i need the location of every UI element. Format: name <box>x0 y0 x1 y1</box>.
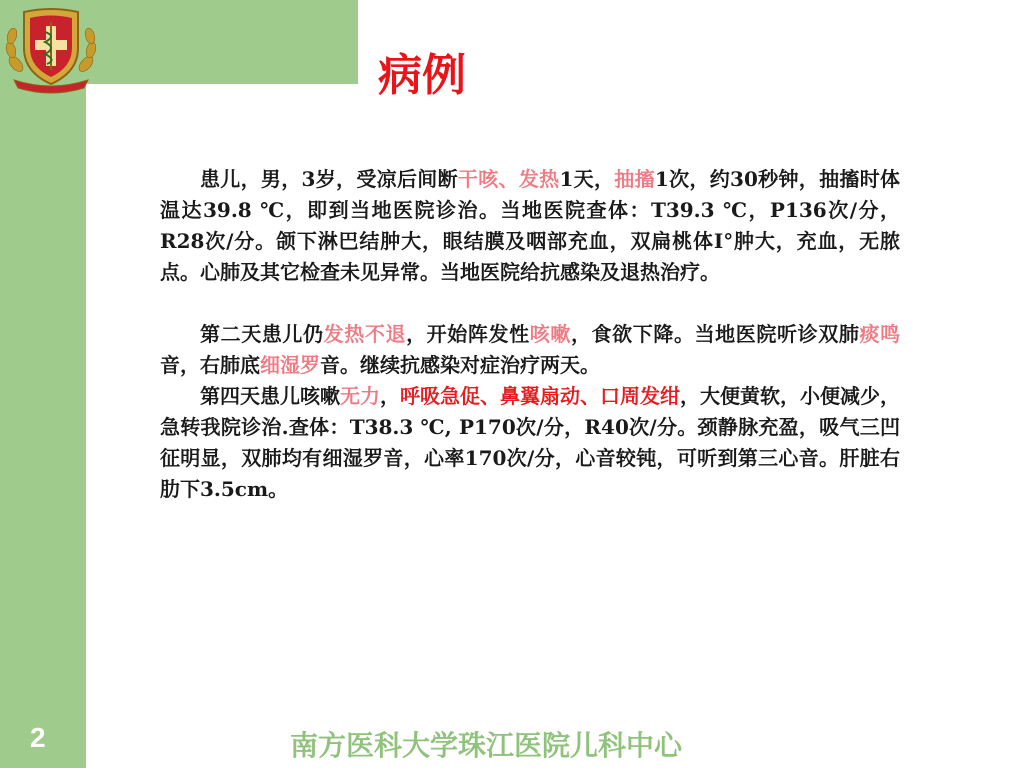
hospital-emblem-icon <box>2 2 100 94</box>
paragraph-spacer <box>160 288 900 319</box>
text-run: 第四天患儿咳嗽 <box>200 384 340 408</box>
text-run: 音，右肺底 <box>160 353 260 377</box>
highlight-fine-moist-rale: 细湿罗 <box>260 353 320 377</box>
text-run: 1天， <box>559 167 615 191</box>
text-run: ， <box>380 384 400 408</box>
case-paragraph-1 <box>160 164 900 288</box>
case-text <box>160 164 900 505</box>
text-run: ，大便黄软，小便减少，急转我院诊治.查体：T38.3 ℃, P170次/分，R40次/分。颈静脉充盈，吸气三凹征明显，双肺均有细湿罗音，心率170次/分，心音较钝，可听到第三心音。肝脏右肋下3.5cm。 <box>160 384 900 501</box>
left-green-bar <box>0 0 86 768</box>
text-run: 音。继续抗感染对症治疗两天。 <box>320 353 600 377</box>
highlight-persistent-fever: 发热不退 <box>323 322 407 346</box>
case-paragraph-3 <box>160 381 900 505</box>
highlight-weak: 无力 <box>340 384 380 408</box>
highlight-sputum-rale: 痰鸣 <box>859 322 901 346</box>
text-run: 第二天患儿仍 <box>200 322 324 346</box>
text-run: 1次，约30秒钟，抽搐时体温达39.8 ℃，即到当地医院诊治。当地医院查体：T39.3 ℃，P136次/分，R28次/分。颌下淋巴结肿大，眼结膜及咽部充血，双扁桃体I°肿大，充血，无脓点。心肺及其它检查未见异常。当地医院给抗感染及退热治疗。 <box>160 167 901 284</box>
highlight-respiratory-distress: 呼吸急促、鼻翼扇动、口周发绀 <box>400 384 680 408</box>
footer-institution: 南方医科大学珠江医院儿科中心 <box>290 729 683 762</box>
case-paragraph-2 <box>160 319 900 381</box>
text-run: ，开始阵发性 <box>406 322 530 346</box>
highlight-convulsion: 抽搐 <box>614 167 655 191</box>
text-run: ，食欲下降。当地医院听诊双肺 <box>570 322 860 346</box>
slide-title: 病例 <box>378 50 466 101</box>
slide-number: 2 <box>30 722 46 753</box>
text-run: 患儿，男，3岁，受凉后间断 <box>200 167 458 191</box>
highlight-cough: 咳嗽 <box>529 322 571 346</box>
highlight-dry-cough-fever: 干咳、发热 <box>457 167 560 191</box>
